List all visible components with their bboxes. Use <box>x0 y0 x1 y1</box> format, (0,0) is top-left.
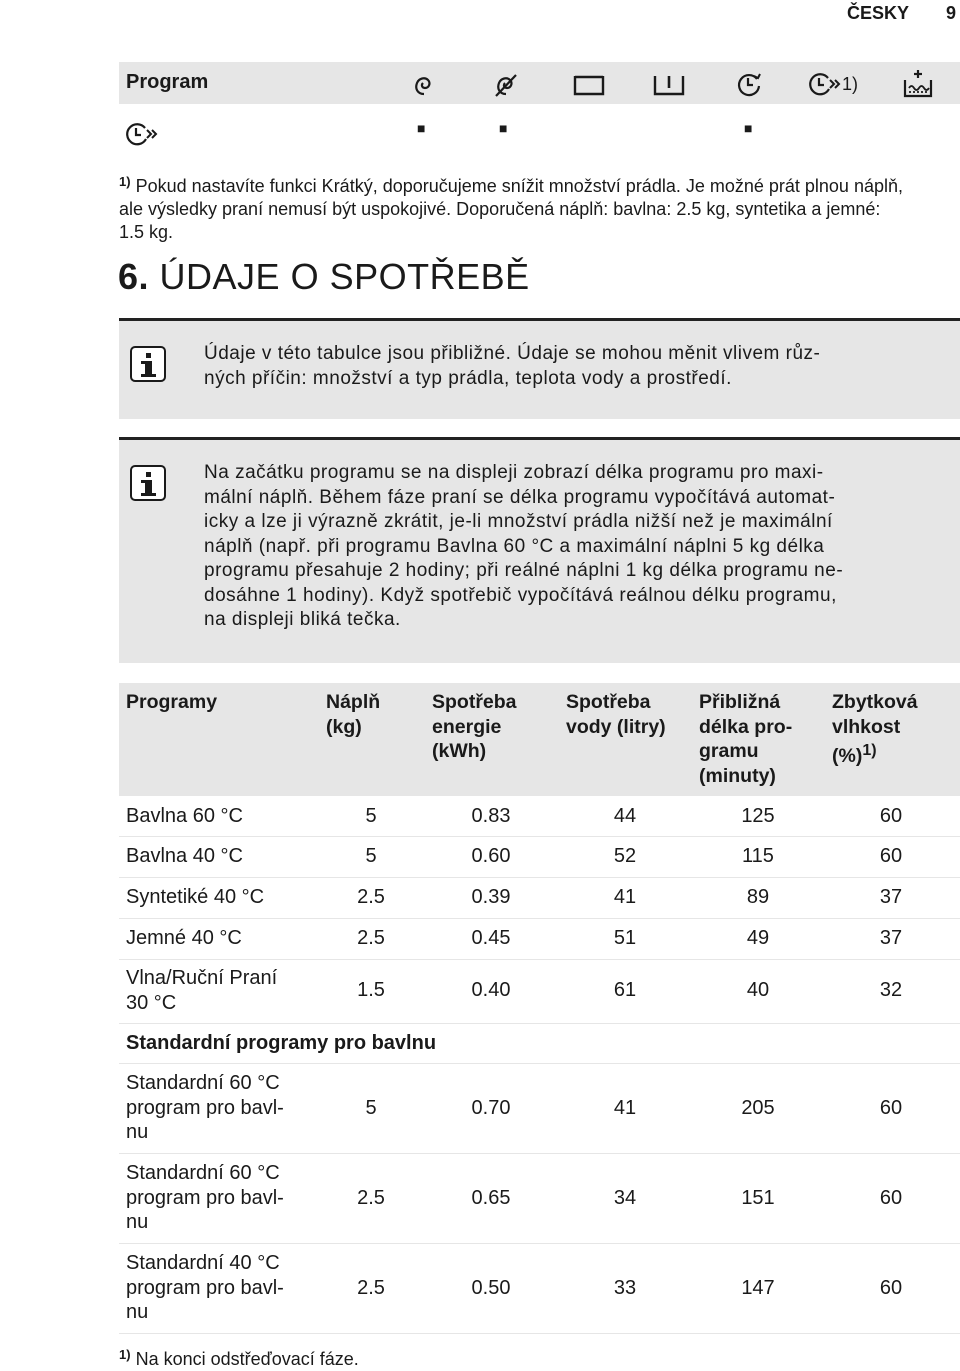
time-value: 89 <box>746 886 770 908</box>
moisture-value: 32 <box>879 979 903 1001</box>
load-value: 2.5 <box>357 1277 385 1299</box>
table-row <box>119 836 960 878</box>
footnote-text: Na konci odstřeďovací fáze. <box>135 1349 359 1369</box>
time-value: 151 <box>741 1187 775 1209</box>
program-table-header <box>119 62 960 104</box>
info-icon <box>130 346 166 382</box>
moisture-value: 60 <box>879 805 903 827</box>
moisture-value: 37 <box>879 927 903 949</box>
info-line: mální náplň. Během fáze praní se délka programu vypočítává automat- <box>204 486 836 508</box>
energy-value: 0.50 <box>471 1277 511 1299</box>
water-value: 61 <box>613 979 637 1001</box>
info-box <box>119 437 960 663</box>
time-save-icon <box>735 70 765 98</box>
time-value: 115 <box>742 845 774 867</box>
info-icon <box>130 465 166 501</box>
section-title-text: ÚDAJE O SPOTŘEBĚ <box>159 256 530 297</box>
water-value: 41 <box>613 886 637 908</box>
header-load: Náplň (kg) <box>326 691 381 738</box>
table-row <box>119 918 960 960</box>
header-water: Spotřeba vody (litry) <box>566 691 666 738</box>
page-header <box>0 0 960 30</box>
table-row <box>119 877 960 919</box>
water-value: 41 <box>613 1097 637 1119</box>
moisture-value: 60 <box>879 1187 903 1209</box>
table-row <box>119 1243 960 1334</box>
energy-value: 0.83 <box>471 805 511 827</box>
info-line: programu přesahuje 2 hodiny; při reálné náplni 1 kg délka programu ne- <box>204 560 844 581</box>
page-number: 9 <box>946 3 957 23</box>
water-value: 51 <box>613 927 637 949</box>
moisture-value: 37 <box>879 886 903 908</box>
time-value: 147 <box>741 1277 775 1299</box>
header-moisture: Zbytková vlhkost (%)1) <box>832 691 918 767</box>
load-value: 5 <box>365 845 377 867</box>
load-value: 2.5 <box>357 927 385 949</box>
program-name: Vlna/Ruční Praní 30 °C <box>126 967 278 1014</box>
program-header-label: Program <box>126 71 209 93</box>
energy-value: 0.65 <box>471 1187 511 1209</box>
energy-value: 0.60 <box>471 845 511 867</box>
header-programs: Programy <box>126 691 218 713</box>
footnote-mark: 1) <box>119 174 131 189</box>
applicable-mark: ■ <box>417 120 426 136</box>
program-name: Bavlna 40 °C <box>126 845 243 867</box>
program-name: Syntetiké 40 °C <box>126 886 265 908</box>
moisture-value: 60 <box>879 1277 903 1299</box>
load-value: 2.5 <box>357 886 385 908</box>
info-line: na displeji bliká tečka. <box>204 609 401 630</box>
time-value: 40 <box>746 979 770 1001</box>
spin-icon <box>411 72 437 98</box>
footnote-top <box>119 170 909 244</box>
energy-value: 0.70 <box>471 1097 511 1119</box>
table-row <box>119 1063 960 1154</box>
section-number: 6. <box>118 256 150 297</box>
footnote-text: Pokud nastavíte funkci Krátký, doporučujeme snížit množství prádla. Je možné prát plnou náplň, ale výsledky praní nemusí být uspokojivé. Doporučená náplň: bavlna: 2.5 kg, syntetika a jemné: 1.5 kg. <box>119 176 903 242</box>
table-row <box>119 1153 960 1244</box>
program-name: Standardní 60 °C program pro bavl- nu <box>126 1162 284 1233</box>
stain-icon <box>902 68 934 100</box>
program-table-row <box>119 104 960 160</box>
rinse-hold-icon <box>572 72 606 98</box>
quick-wash-icon <box>125 120 161 148</box>
consumption-table-header <box>119 683 960 796</box>
time-value: 205 <box>741 1097 775 1119</box>
pre-wash-icon <box>652 72 686 98</box>
table-row <box>119 796 960 837</box>
section-title <box>118 256 530 298</box>
info-line: icky a lze ji výrazně zkrátit, je-li množství prádla nižší než je maximální <box>204 511 833 532</box>
moisture-value: 60 <box>879 845 903 867</box>
water-value: 52 <box>613 845 637 867</box>
table-subheading: Standardní programy pro bavlnu <box>126 1032 437 1054</box>
language-label: ČESKY <box>847 3 910 23</box>
load-value: 1.5 <box>357 979 385 1001</box>
program-name: Bavlna 60 °C <box>126 805 243 827</box>
header-time: Přibližná délka pro- gramu (minuty) <box>699 691 793 787</box>
water-value: 34 <box>613 1187 637 1209</box>
energy-value: 0.45 <box>471 927 511 949</box>
applicable-mark: ■ <box>744 120 753 136</box>
program-name: Standardní 60 °C program pro bavl- nu <box>126 1072 284 1143</box>
program-name: Jemné 40 °C <box>126 927 242 949</box>
info-line: ných příčin: množství a typ prádla, teplota vody a prostředí. <box>204 367 732 389</box>
no-spin-icon <box>492 72 520 98</box>
quick-wash-footnote-mark: 1) <box>842 74 859 94</box>
info-box <box>119 318 960 419</box>
footnote-mark: 1) <box>119 1347 131 1362</box>
info-line: Údaje v této tabulce jsou přibližné. Údaje se mohou měnit vlivem růz- <box>204 343 821 364</box>
table-row <box>119 959 960 1024</box>
info-line: Na začátku programu se na displeji zobrazí délka programu pro maxi- <box>204 462 824 483</box>
water-value: 33 <box>613 1277 637 1299</box>
info-line: dosáhne 1 hodiny). Když spotřebič vypočítává reálnou délku programu, <box>204 584 837 606</box>
energy-value: 0.39 <box>471 886 511 908</box>
moisture-value: 60 <box>879 1097 903 1119</box>
header-energy: Spotřeba energie (kWh) <box>432 691 517 762</box>
footnote-bottom <box>119 1343 359 1371</box>
load-value: 2.5 <box>357 1187 385 1209</box>
table-subheading-row <box>119 1023 960 1064</box>
load-value: 5 <box>365 1097 377 1119</box>
applicable-mark: ■ <box>499 120 508 136</box>
quick-wash-icon <box>808 70 844 98</box>
time-value: 49 <box>746 927 770 949</box>
info-line: náplň (např. při programu Bavlna 60 °C a maximální náplni 5 kg délka <box>204 535 825 557</box>
time-value: 125 <box>741 805 775 827</box>
energy-value: 0.40 <box>471 979 511 1001</box>
water-value: 44 <box>613 805 637 827</box>
load-value: 5 <box>365 805 377 827</box>
program-name: Standardní 40 °C program pro bavl- nu <box>126 1252 284 1323</box>
